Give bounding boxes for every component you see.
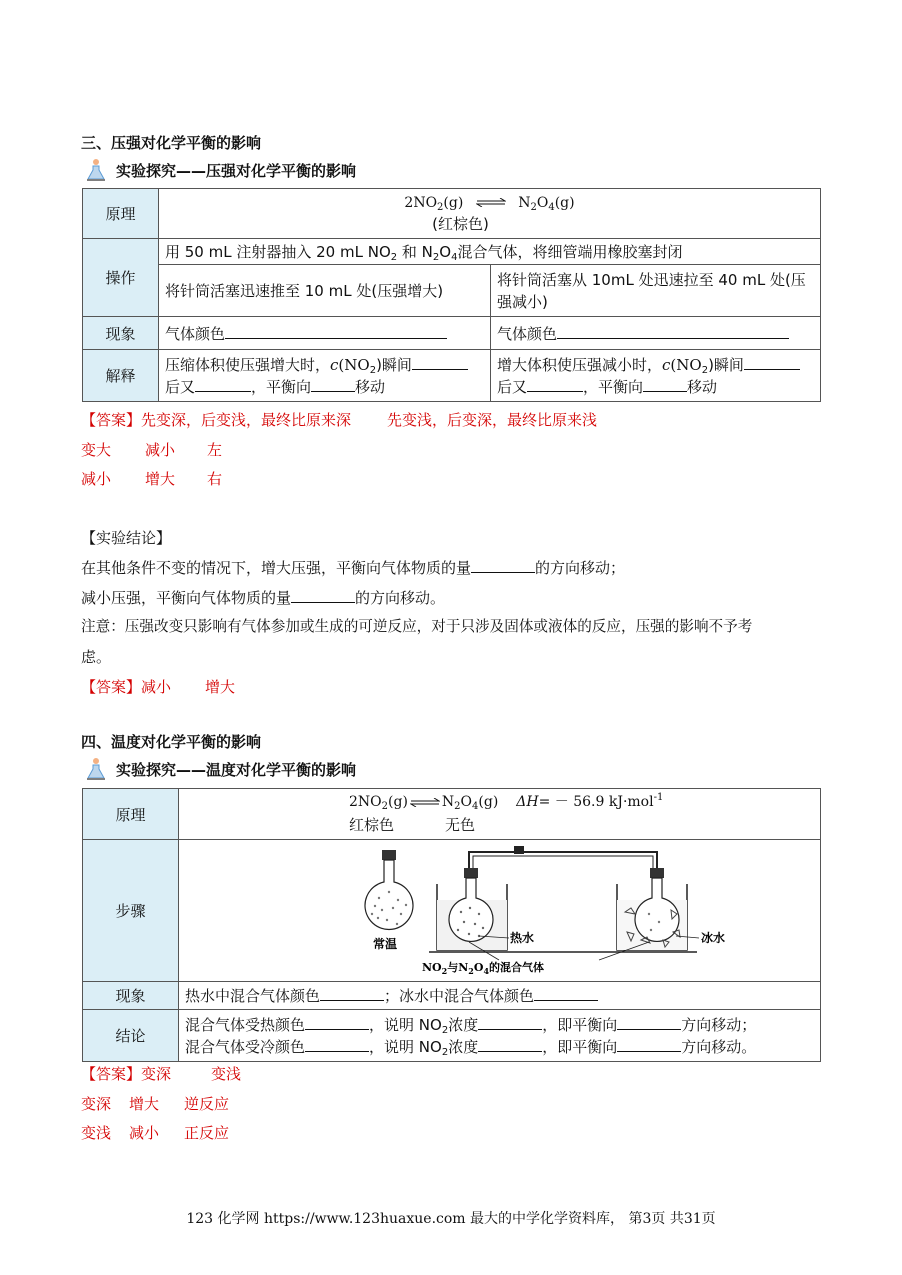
answer-blank[interactable] [617, 1015, 681, 1030]
color-row [349, 813, 814, 837]
op-text: 混合气体，将细管端用橡胶塞封闭 [457, 243, 683, 261]
answer-blank[interactable] [225, 324, 447, 339]
ex-text: 后又 [497, 377, 528, 396]
ex-text: 压缩体积使压强增大时， [165, 355, 331, 374]
section4-experiment-title: 实验探究——温度对化学平衡的影响 [116, 761, 357, 779]
eq-state: (g) [443, 194, 464, 211]
label-hot-water: 热水 [510, 931, 535, 945]
ex-c: c [662, 355, 671, 374]
temperature-equation [349, 791, 814, 813]
ex-text: ，平衡向 [251, 377, 312, 396]
answer-text: 减小 [145, 441, 176, 459]
conclusion-text: 减小压强，平衡向气体物质的量 [81, 589, 292, 607]
label-room-temp: 常温 [373, 937, 398, 951]
answer-blank[interactable] [305, 1037, 369, 1052]
answer-blank[interactable] [412, 355, 468, 370]
label-principle: 原理 [83, 789, 179, 840]
op-sub: 2 [432, 252, 440, 263]
phenomenon-right [491, 317, 821, 350]
answer-text: 变大 [81, 441, 112, 459]
ex-text: )瞬间 [708, 355, 744, 374]
op-right-line1: 将针筒活塞从 10mL 处迅速拉至 40 mL 处(压 [497, 270, 806, 289]
eq-left: 2NO [404, 194, 438, 211]
answer-blank[interactable] [527, 377, 583, 392]
phenomenon-text: 热水中混合气体颜色 [185, 987, 321, 1005]
eq-sub: 4 [472, 801, 479, 812]
temp-conclusion [179, 1010, 821, 1062]
pressure-answer-1 [81, 410, 597, 430]
eq-sub: 2 [381, 801, 389, 812]
temp-phenomenon [179, 982, 821, 1010]
section4-heading: 四、温度对化学平衡的影响 [81, 733, 262, 751]
explanation-left [159, 350, 491, 402]
answer-blank[interactable] [643, 377, 687, 392]
equilibrium-arrow-icon [476, 198, 506, 207]
conc-text: ，即平衡向 [542, 1015, 618, 1034]
answer-tag: 【答案】 [81, 411, 142, 429]
label-explanation: 解释 [83, 350, 159, 402]
conclusion-text: 在其他条件不变的情况下，增大压强，平衡向气体物质的量 [81, 559, 472, 577]
conc-text: ，说明 NO [369, 1037, 442, 1056]
temperature-answer-3 [81, 1123, 229, 1143]
eq-sub: 2 [454, 801, 461, 812]
label-principle: 原理 [83, 189, 159, 239]
operation-top [159, 239, 821, 265]
op-text: O [439, 243, 452, 261]
answer-text: 变浅 [211, 1065, 242, 1083]
conc-text: ，说明 NO [369, 1015, 442, 1034]
conclusion-answer [81, 677, 235, 697]
conc-text: 混合气体受冷颜色 [185, 1037, 306, 1056]
op-text: 和 N [401, 243, 433, 261]
principle-cell [179, 789, 821, 840]
answer-text: 减小 [141, 678, 172, 696]
conc-text: 方向移动。 [681, 1037, 757, 1056]
ex-sub: 2 [701, 364, 709, 376]
answer-text: 增大 [205, 678, 236, 696]
answer-text: 变浅 [81, 1124, 112, 1142]
ex-sub: 2 [369, 364, 377, 376]
explanation-right [491, 350, 821, 402]
answer-blank[interactable] [478, 1015, 542, 1030]
label-phenomenon: 现象 [83, 317, 159, 350]
ex-text: 移动 [355, 377, 386, 396]
ex-text: 增大体积使压强减小时， [497, 355, 663, 374]
eq-text: 2NO [349, 794, 382, 810]
phenomenon-text: ；冰水中混合气体颜色 [384, 987, 535, 1005]
note-line-1: 注意：压强改变只影响有气体参加或生成的可逆反应，对于只涉及固体或液体的反应，压强的影响不予考 [81, 618, 753, 635]
eq-right-mid: O [536, 194, 549, 211]
pressure-experiment-table [82, 188, 821, 402]
operation-right [491, 265, 821, 317]
answer-text: 左 [207, 441, 223, 459]
label-operation: 操作 [83, 239, 159, 317]
pressure-answer-2 [81, 440, 222, 460]
conclusion-line-2 [81, 588, 445, 608]
op-text: 用 50 mL 注射器抽入 20 mL NO [165, 243, 391, 261]
answer-text: 逆反应 [184, 1095, 230, 1113]
eq-sub: 2 [437, 201, 444, 213]
answer-tag: 【答案】 [81, 678, 142, 696]
conc-text: 浓度 [448, 1015, 479, 1034]
conclusion-text: 的方向移动； [535, 559, 626, 577]
answer-text: 先变浅，后变深，最终比原来浅 [387, 411, 598, 429]
clamp-icon [514, 846, 524, 854]
answer-blank[interactable] [320, 986, 384, 1001]
principle-cell [159, 189, 821, 239]
eq-sub: 2 [530, 201, 537, 213]
ex-text: 后又 [165, 377, 196, 396]
eq-state: (g) [554, 194, 575, 211]
eq-text: N [441, 794, 455, 810]
conc-text: 混合气体受热颜色 [185, 1015, 306, 1034]
page-footer: 123 化学网 https://www.123huaxue.com 最大的中学化学资料库， 第3页 共31页 [186, 1211, 716, 1227]
op-sub: 4 [451, 252, 458, 263]
phenomenon-left [159, 317, 491, 350]
apparatus-figure [179, 840, 819, 977]
operation-left: 将针筒活塞迅速推至 10 mL 处(压强增大) [159, 265, 491, 317]
answer-text: 正反应 [184, 1124, 230, 1142]
label-conclusion: 结论 [83, 1010, 179, 1062]
conc-sub: 2 [441, 1046, 449, 1058]
conc-text: ，即平衡向 [542, 1037, 618, 1056]
eq-text: (g) [388, 794, 408, 810]
answer-text: 增大 [145, 470, 176, 488]
enthalpy-exp: -1 [653, 792, 664, 803]
section3-heading: 三、压强对化学平衡的影响 [81, 134, 262, 152]
label-steps: 步骤 [83, 840, 179, 982]
ice-water-beaker [617, 868, 687, 950]
enthalpy-value: = － 56.9 kJ·mol [538, 794, 654, 810]
conc-text: 浓度 [448, 1037, 479, 1056]
label-ice-water: 冰水 [701, 931, 726, 945]
answer-blank[interactable] [534, 986, 598, 1001]
answer-blank[interactable] [311, 377, 355, 392]
conc-text: 方向移动； [681, 1015, 757, 1034]
room-temperature-flask [365, 850, 413, 951]
conclusion-title: 【实验结论】 [81, 529, 172, 547]
conclusion-text: 的方向移动。 [355, 589, 446, 607]
answer-blank[interactable] [617, 1037, 681, 1052]
eq-sub: 4 [548, 201, 555, 213]
answer-text: 增大 [129, 1095, 160, 1113]
pressure-answer-3 [81, 469, 222, 489]
answer-text: 右 [207, 470, 223, 488]
answer-blank[interactable] [195, 377, 251, 392]
hot-water-beaker [437, 868, 507, 950]
answer-blank[interactable] [291, 588, 355, 603]
eq-text: O [460, 794, 473, 810]
answer-blank[interactable] [557, 324, 789, 339]
experiment-flask-icon [85, 158, 107, 182]
temperature-answer-1 [81, 1064, 241, 1084]
note-line-2: 虑。 [81, 648, 112, 666]
answer-tag: 【答案】 [81, 1065, 142, 1083]
answer-blank[interactable] [744, 355, 800, 370]
figure-caption: $NO_2$与$N_2O_4$的混合气体 [422, 961, 545, 976]
ex-text: )瞬间 [376, 355, 412, 374]
color-right: 无色 [445, 816, 476, 834]
answer-text: 先变深，后变浅，最终比原来深 [141, 411, 352, 429]
equilibrium-arrow-icon [410, 798, 440, 807]
phenomenon-text: 气体颜色 [497, 324, 558, 343]
answer-text: 变深 [81, 1095, 112, 1113]
ex-c: c [330, 355, 339, 374]
eq-right: N [518, 194, 531, 211]
answer-blank[interactable] [305, 1015, 369, 1030]
ex-text: 移动 [687, 377, 718, 396]
temperature-answer-2 [81, 1094, 229, 1114]
experiment-flask-icon [85, 757, 107, 781]
answer-text: 减小 [81, 470, 112, 488]
pressure-equation [165, 193, 814, 213]
conc-sub: 2 [441, 1024, 449, 1036]
answer-text: 变深 [141, 1065, 172, 1083]
temperature-experiment-table [82, 788, 821, 1062]
principle-note: (红棕色) [432, 214, 489, 233]
answer-blank[interactable] [471, 558, 535, 573]
ex-text: ，平衡向 [583, 377, 644, 396]
ex-text: (NO [670, 355, 702, 374]
conclusion-line-1 [81, 558, 625, 578]
answer-blank[interactable] [478, 1037, 542, 1052]
answer-text: 减小 [129, 1124, 160, 1142]
steps-cell [179, 840, 821, 982]
ex-text: (NO [338, 355, 370, 374]
op-sub: 2 [390, 252, 398, 263]
enthalpy-symbol: ΔH [516, 794, 539, 810]
label-phenomenon: 现象 [83, 982, 179, 1010]
color-left: 红棕色 [349, 816, 395, 834]
section3-experiment-title: 实验探究——压强对化学平衡的影响 [116, 162, 357, 180]
eq-text: (g) [478, 794, 499, 810]
phenomenon-text: 气体颜色 [165, 324, 226, 343]
op-right-line2: 强减小) [497, 292, 548, 311]
